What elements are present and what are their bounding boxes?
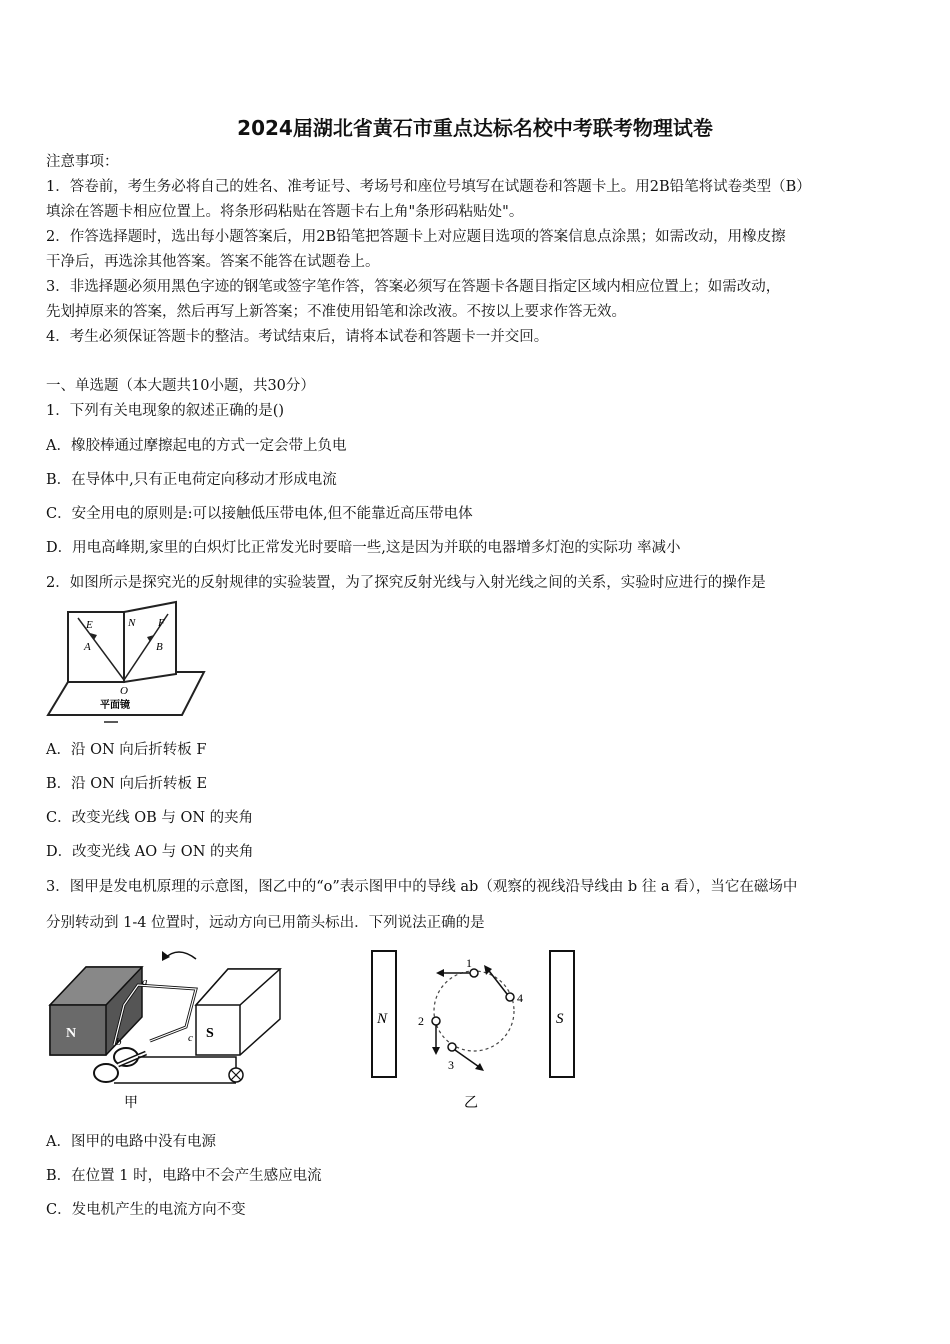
label-N: N xyxy=(128,617,136,629)
q3-stem-line2: 分别转动到 1-4 位置时，远动方向已用箭头标出．下列说法正确的是 xyxy=(46,915,485,931)
magnet-N-label: N xyxy=(66,1026,77,1041)
notice-line: 1．答卷前，考生务必将自己的姓名、准考证号、考场号和座位号填写在试题卷和答题卡上。用2B铅笔将试卷类型（B） xyxy=(46,179,811,195)
q2-option-d[interactable]: D．改变光线 AO 与 ON 的夹角 xyxy=(46,844,254,860)
notice-line: 3．非选择题必须用黑色字迹的钢笔或签字笔作答，答案必须写在答题卡各题目指定区域内相应位置上；如需改动， xyxy=(46,279,781,295)
q1-stem: 1．下列有关电现象的叙述正确的是() xyxy=(46,403,285,419)
rotation-figure-yi xyxy=(366,945,586,1115)
q2-option-c[interactable]: C．改变光线 OB 与 ON 的夹角 xyxy=(46,810,254,826)
notice-line: 填涂在答题卡相应位置上。将条形码粘贴在答题卡右上角"条形码粘贴处"。 xyxy=(46,204,524,220)
q3-option-a[interactable]: A．图甲的电路中没有电源 xyxy=(46,1134,216,1150)
position-1-label: 1 xyxy=(466,956,472,970)
q1-option-c[interactable]: C．安全用电的原则是:可以接触低压带电体,但不能靠近高压带电体 xyxy=(46,506,473,522)
label-b: b xyxy=(116,1036,122,1048)
notice-heading: 注意事项： xyxy=(46,154,119,170)
mirror-label: 平面镜 xyxy=(100,700,130,711)
position-3-label: 3 xyxy=(448,1058,454,1072)
q1-option-b[interactable]: B．在导体中,只有正电荷定向移动才形成电流 xyxy=(46,472,337,488)
q2-stem: 2．如图所示是探究光的反射规律的实验装置，为了探究反射光线与入射光线之间的关系，实验时应进行的操作是 xyxy=(46,575,766,591)
reflection-apparatus-figure xyxy=(46,600,206,725)
q3-option-c[interactable]: C．发电机产生的电流方向不变 xyxy=(46,1202,246,1218)
q3-stem-line1: 3．图甲是发电机原理的示意图，图乙中的“o”表示图甲中的导线 ab（观察的视线沿导线由 b 往 a 看），当它在磁场中 xyxy=(46,879,798,895)
generator-figure-jia xyxy=(46,945,306,1115)
label-A: A xyxy=(84,641,91,653)
notice-line: 干净后，再选涂其他答案。答案不能答在试题卷上。 xyxy=(46,254,380,270)
q2-option-a[interactable]: A．沿 ON 向后折转板 F xyxy=(46,742,207,758)
label-O: O xyxy=(120,685,128,697)
q1-option-d[interactable]: D．用电高峰期,家里的白炽灯比正常发光时要暗一些,这是因为并联的电器增多灯泡的实际功 率减小 xyxy=(46,540,681,556)
q2-option-b[interactable]: B．沿 ON 向后折转板 E xyxy=(46,776,208,792)
fig-jia-caption: 甲 xyxy=(124,1096,138,1111)
notice-line: 2．作答选择题时，选出每小题答案后，用2B铅笔把答题卡上对应题目选项的答案信息点涂黑；如需改动，用橡皮擦 xyxy=(46,229,786,245)
page-title: 2024届湖北省黄石市重点达标名校中考联考物理试卷 xyxy=(237,116,713,140)
label-E: E xyxy=(86,619,93,631)
position-2-label: 2 xyxy=(418,1014,424,1028)
pole-N-label: N xyxy=(377,1011,388,1027)
q1-option-a[interactable]: A．橡胶棒通过摩擦起电的方式一定会带上负电 xyxy=(46,438,347,454)
fig-yi-caption: 乙 xyxy=(464,1096,478,1111)
section-heading: 一、单选题（本大题共10小题，共30分） xyxy=(46,378,315,394)
magnet-S-label: S xyxy=(206,1026,214,1041)
notice-line: 先划掉原来的答案，然后再写上新答案；不准使用铅笔和涂改液。不按以上要求作答无效。 xyxy=(46,304,626,320)
q3-option-b[interactable]: B．在位置 1 时，电路中不会产生感应电流 xyxy=(46,1168,322,1184)
label-F: F xyxy=(158,617,165,629)
notice-line: 4．考生必须保证答题卡的整洁。考试结束后，请将本试卷和答题卡一并交回。 xyxy=(46,329,549,345)
label-B: B xyxy=(156,641,163,653)
pole-S-label: S xyxy=(556,1011,564,1027)
label-a: a xyxy=(142,976,148,988)
label-c: c xyxy=(188,1032,193,1044)
position-4-label: 4 xyxy=(517,991,523,1005)
